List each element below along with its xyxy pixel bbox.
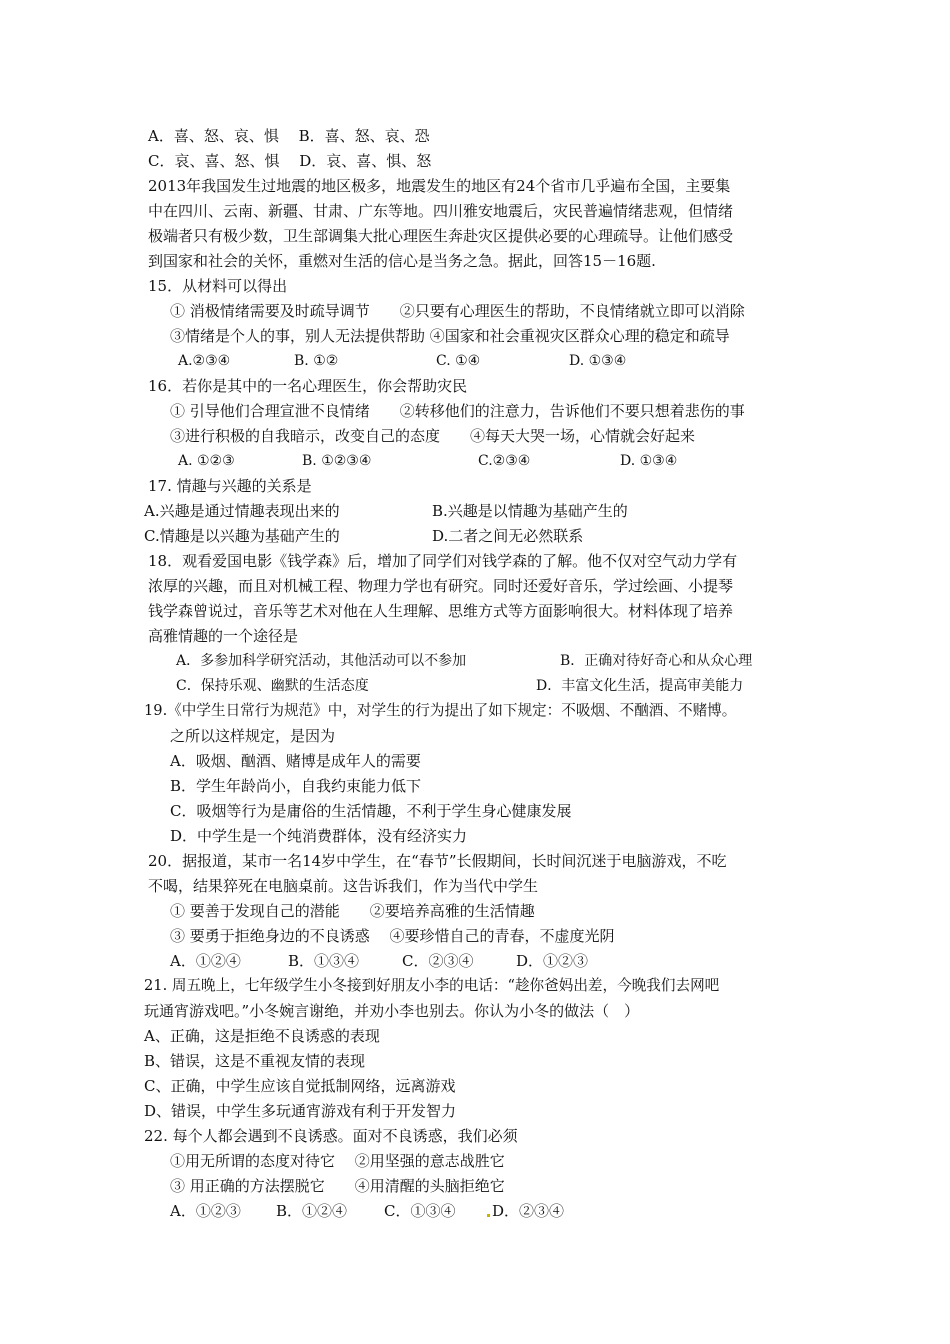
q19-option-a: A．吸烟、酗酒、赌博是成年人的需要 bbox=[170, 752, 421, 770]
question-20-statement-2: ③ 要勇于拒绝身边的不良诱惑 ④要珍惜自己的青春，不虚度光阴 bbox=[170, 927, 615, 945]
question-15-statement-2: ③情绪是个人的事，别人无法提供帮助 ④国家和社会重视灾区群众心理的稳定和疏导 bbox=[170, 327, 730, 345]
question-19-stem-line-1: 19.《中学生日常行为规范》中，对学生的行为提出了如下规定：不吸烟、不酗酒、不赌博。 bbox=[144, 702, 737, 719]
q22-option-c: C．①③④ bbox=[384, 1202, 456, 1220]
question-22-statement-2: ③ 用正确的方法摆脱它 ④用清醒的头脑拒绝它 bbox=[170, 1177, 505, 1195]
question-18-stem-line-3: 钱学森曾说过，音乐等艺术对他在人生理解、思维方式等方面影响很大。材料体现了培养 bbox=[148, 602, 734, 620]
q18-option-d: D．丰富文化生活，提高审美能力 bbox=[536, 678, 744, 694]
q15-option-c: C. ①④ bbox=[436, 353, 481, 369]
q21-option-b: B、错误，这是不重视友情的表现 bbox=[144, 1052, 366, 1070]
q17-option-d: D.二者之间无必然联系 bbox=[432, 527, 584, 545]
q20-option-b: B．①③④ bbox=[288, 952, 360, 970]
question-16-options bbox=[178, 451, 878, 471]
question-15-statement-1: ① 消极情绪需要及时疏导调节 ②只要有心理医生的帮助，不良情绪就立即可以消除 bbox=[170, 302, 745, 320]
q14-options-line-2: C．哀、喜、怒、惧 D．哀、喜、惧、怒 bbox=[148, 152, 432, 170]
q19-option-c: C．吸烟等行为是庸俗的生活情趣，不利于学生身心健康发展 bbox=[170, 802, 572, 820]
question-16-statement-2: ③进行积极的自我暗示，改变自己的态度 ④每天大哭一场，心情就会好起来 bbox=[170, 427, 696, 445]
question-16-stem: 16．若你是其中的一名心理医生，你会帮助灾民 bbox=[148, 377, 468, 395]
question-21-stem-line-2: 玩通宵游戏吧。”小冬婉言谢绝，并劝小李也别去。你认为小冬的做法（ ） bbox=[144, 1002, 640, 1020]
q17-option-a: A.兴趣是通过情趣表现出来的 bbox=[144, 502, 340, 520]
q15-option-d: D. ①③④ bbox=[569, 353, 627, 369]
q18-option-c: C．保持乐观、幽默的生活态度 bbox=[176, 678, 369, 694]
question-19-stem-line-2: 之所以这样规定，是因为 bbox=[170, 727, 336, 745]
q17-option-b: B.兴趣是以情趣为基础产生的 bbox=[432, 502, 628, 520]
q17-option-c: C.情趣是以兴趣为基础产生的 bbox=[144, 527, 340, 545]
question-15-options bbox=[178, 351, 878, 371]
material-paragraph-line-2: 中在四川、云南、新疆、甘肃、广东等地。四川雅安地震后，灾民普遍情绪悲观，但情绪 bbox=[148, 202, 734, 220]
q15-option-a: A.②③④ bbox=[178, 353, 231, 369]
question-18-stem-line-1: 18．观看爱国电影《钱学森》后，增加了同学们对钱学森的了解。他不仅对空气动力学有 bbox=[148, 552, 738, 570]
question-17-stem: 17. 情趣与兴趣的关系是 bbox=[148, 477, 312, 495]
question-18-options-row-1 bbox=[176, 651, 876, 671]
question-20-statement-1: ① 要善于发现自己的潜能 ②要培养高雅的生活情趣 bbox=[170, 902, 535, 920]
question-18-options-row-2 bbox=[176, 676, 876, 696]
q22-option-b: B．①②④ bbox=[276, 1202, 348, 1220]
q14-options-line-1: A．喜、怒、哀、惧 B．喜、怒、哀、恐 bbox=[148, 127, 430, 145]
q18-option-a: A．多参加科学研究活动，其他活动可以不参加 bbox=[176, 653, 467, 669]
question-15-stem: 15．从材料可以得出 bbox=[148, 277, 288, 295]
material-paragraph-line-4: 到国家和社会的关怀，重燃对生活的信心是当务之急。据此，回答15－16题. bbox=[148, 252, 656, 270]
q21-option-a: A、正确，这是拒绝不良诱惑的表现 bbox=[144, 1027, 380, 1045]
question-16-statement-1: ① 引导他们合理宣泄不良情绪 ②转移他们的注意力，告诉他们不要只想着悲伤的事 bbox=[170, 402, 745, 420]
question-18-stem-line-2: 浓厚的兴趣，而且对机械工程、物理力学也有研究。同时还爱好音乐，学过绘画、小提琴 bbox=[148, 577, 734, 595]
material-paragraph-line-1: 2013年我国发生过地震的地区极多，地震发生的地区有24个省市几乎遍布全国，主要集 bbox=[148, 177, 731, 195]
q18-option-b: B．正确对待好奇心和从众心理 bbox=[560, 653, 753, 669]
q21-option-c: C、正确，中学生应该自觉抵制网络，远离游戏 bbox=[144, 1077, 456, 1095]
q16-option-c: C.②③④ bbox=[478, 453, 531, 469]
q21-option-d: D、错误，中学生多玩通宵游戏有利于开发智力 bbox=[144, 1102, 457, 1120]
question-18-stem-line-4: 高雅情趣的一个途径是 bbox=[148, 627, 299, 645]
q19-option-b: B．学生年龄尚小，自我约束能力低下 bbox=[170, 777, 422, 795]
q22-option-d: D．②③④ bbox=[492, 1202, 565, 1220]
q20-option-d: D．①②③ bbox=[516, 952, 589, 970]
question-22-options bbox=[170, 1201, 870, 1221]
q20-option-a: A．①②④ bbox=[170, 952, 241, 970]
question-20-options bbox=[170, 951, 870, 971]
question-20-stem-line-1: 20．据报道，某市一名14岁中学生，在“春节”长假期间，长时间沉迷于电脑游戏，不吃 bbox=[148, 852, 727, 870]
q22-option-a: A．①②③ bbox=[170, 1202, 241, 1220]
q16-option-b: B. ①②③④ bbox=[302, 453, 372, 469]
question-20-stem-line-2: 不喝，结果猝死在电脑桌前。这告诉我们，作为当代中学生 bbox=[148, 877, 539, 895]
q19-option-d: D．中学生是一个纯消费群体，没有经济实力 bbox=[170, 827, 468, 845]
question-17-options-row-2 bbox=[144, 526, 844, 546]
question-22-statement-1: ①用无所谓的态度对待它 ②用坚强的意志战胜它 bbox=[170, 1152, 505, 1170]
question-17-options-row-1 bbox=[144, 501, 844, 521]
stray-mark bbox=[487, 1214, 490, 1217]
q16-option-d: D. ①③④ bbox=[620, 453, 678, 469]
material-paragraph-line-3: 极端者只有极少数，卫生部调集大批心理医生奔赴灾区提供必要的心理疏导。让他们感受 bbox=[148, 227, 734, 245]
q15-option-b: B. ①② bbox=[294, 353, 339, 369]
question-22-stem: 22. 每个人都会遇到不良诱惑。面对不良诱惑，我们必须 bbox=[144, 1127, 518, 1145]
question-21-stem-line-1: 21. 周五晚上，七年级学生小冬接到好朋友小李的电话：“趁你爸妈出差，今晚我们去网吧 bbox=[144, 977, 720, 994]
q16-option-a: A. ①②③ bbox=[178, 453, 235, 469]
q20-option-c: C．②③④ bbox=[402, 952, 474, 970]
